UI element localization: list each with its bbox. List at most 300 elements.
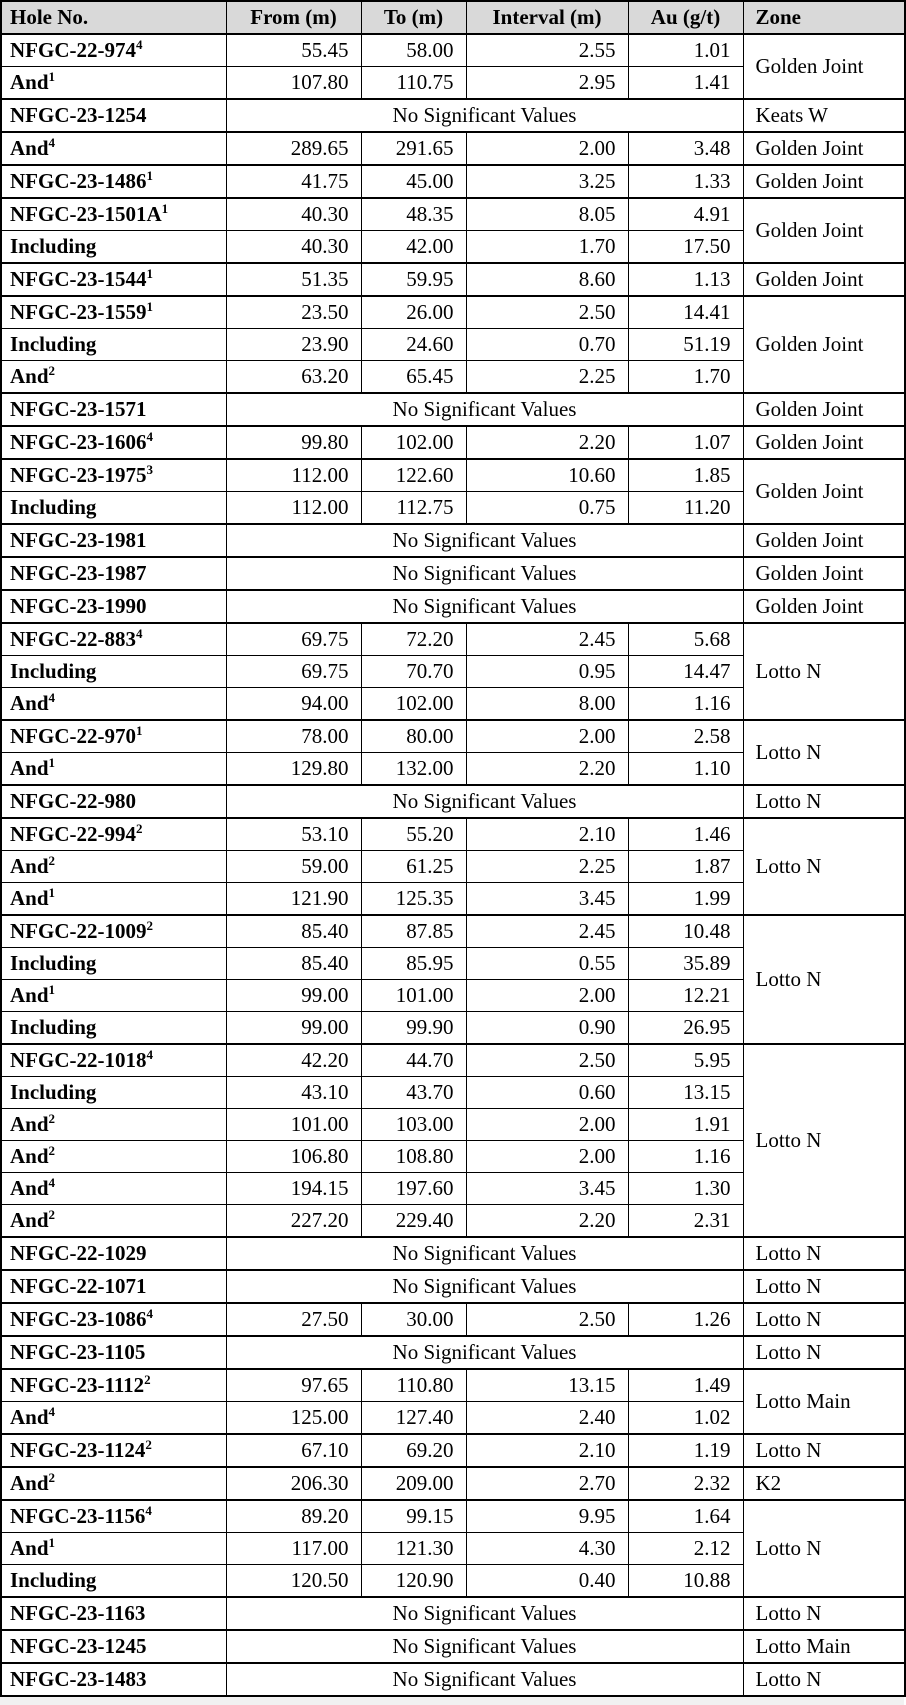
to-cell: 99.90: [361, 1012, 466, 1045]
hole-cell: NFGC-23-1990: [1, 590, 226, 623]
interval-cell: 4.30: [466, 1533, 628, 1565]
hole-cell: Including: [1, 492, 226, 525]
to-cell: 58.00: [361, 34, 466, 67]
to-cell: 99.15: [361, 1500, 466, 1533]
table-row: [1, 720, 905, 753]
from-cell: 89.20: [226, 1500, 361, 1533]
to-cell: 65.45: [361, 361, 466, 394]
au-cell: 2.58: [628, 720, 743, 753]
interval-cell: 2.00: [466, 720, 628, 753]
footnote-superscript: 1: [48, 982, 56, 997]
table-row: [1, 1237, 905, 1270]
footnote-superscript: 4: [48, 1175, 56, 1190]
from-cell: 42.20: [226, 1044, 361, 1077]
no-significant-values-cell: No Significant Values: [226, 785, 743, 818]
no-significant-values-cell: No Significant Values: [226, 1237, 743, 1270]
footnote-superscript: 2: [48, 363, 56, 378]
table-row: [1, 263, 905, 296]
zone-cell: Keats W: [743, 99, 905, 132]
hole-cell: NFGC-$22-970^1$: [1, 720, 226, 753]
header-row: [1, 1, 905, 34]
from-cell: 125.00: [226, 1402, 361, 1435]
zone-cell: Lotto N: [743, 1500, 905, 1597]
col-header-zone: Zone: [743, 1, 905, 34]
interval-cell: 2.00: [466, 980, 628, 1012]
zone-cell: Lotto N: [743, 1237, 905, 1270]
from-cell: 106.80: [226, 1141, 361, 1173]
interval-cell: 2.95: [466, 67, 628, 100]
to-cell: 102.00: [361, 426, 466, 459]
from-cell: 112.00: [226, 459, 361, 492]
hole-cell: And$^2$: [1, 1205, 226, 1238]
footnote-superscript: 3: [146, 462, 153, 477]
from-cell: 129.80: [226, 753, 361, 786]
interval-cell: 1.70: [466, 231, 628, 264]
from-cell: 23.50: [226, 296, 361, 329]
zone-cell: Lotto N: [743, 1434, 905, 1467]
hole-cell: NFGC-23-1987: [1, 557, 226, 590]
page-background-strip: [0, 1697, 904, 1705]
zone-cell: Lotto N: [743, 818, 905, 915]
interval-cell: 13.15: [466, 1369, 628, 1402]
footnote-superscript: 2: [48, 853, 56, 868]
table-row: [1, 426, 905, 459]
to-cell: 291.65: [361, 132, 466, 165]
interval-cell: 0.75: [466, 492, 628, 525]
au-cell: 11.20: [628, 492, 743, 525]
zone-cell: Golden Joint: [743, 524, 905, 557]
zone-cell: K2: [743, 1467, 905, 1500]
hole-cell: NFGC-23-1124$^2$: [1, 1434, 226, 1467]
interval-cell: 10.60: [466, 459, 628, 492]
from-cell: 41.75: [226, 165, 361, 198]
footnote-superscript: 4: [145, 1503, 152, 1518]
hole-cell: Including: [1, 1077, 226, 1109]
footnote-superscript: 1: [48, 885, 56, 900]
from-cell: 67.10: [226, 1434, 361, 1467]
from-cell: 121.90: [226, 883, 361, 916]
hole-cell: NFGC-23-1975$^3$: [1, 459, 226, 492]
au-cell: 51.19: [628, 329, 743, 361]
to-cell: 132.00: [361, 753, 466, 786]
au-cell: 1.26: [628, 1303, 743, 1336]
from-cell: 107.80: [226, 67, 361, 100]
au-cell: 10.48: [628, 915, 743, 948]
footnote-superscript: 4: [146, 429, 153, 444]
au-cell: 1.49: [628, 1369, 743, 1402]
footnote-superscript: 2: [48, 1207, 56, 1222]
au-cell: 1.87: [628, 851, 743, 883]
hole-cell: NFGC-23-1245: [1, 1630, 226, 1663]
interval-cell: 0.70: [466, 329, 628, 361]
to-cell: 209.00: [361, 1467, 466, 1500]
hole-cell: NFGC-22-1029: [1, 1237, 226, 1270]
table-row: [1, 1630, 905, 1663]
au-cell: 2.32: [628, 1467, 743, 1500]
hole-cell: Including: [1, 948, 226, 980]
au-cell: 5.95: [628, 1044, 743, 1077]
from-cell: 112.00: [226, 492, 361, 525]
footnote-superscript: 4: [48, 690, 56, 705]
hole-cell: NFGC-22-980: [1, 785, 226, 818]
to-cell: 30.00: [361, 1303, 466, 1336]
no-significant-values-cell: No Significant Values: [226, 1336, 743, 1369]
from-cell: 59.00: [226, 851, 361, 883]
no-significant-values-cell: No Significant Values: [226, 1597, 743, 1630]
hole-cell: And$^2$: [1, 1467, 226, 1500]
to-cell: 80.00: [361, 720, 466, 753]
au-cell: 1.41: [628, 67, 743, 100]
interval-cell: 8.05: [466, 198, 628, 231]
au-cell: 14.41: [628, 296, 743, 329]
zone-cell: Lotto N: [743, 1663, 905, 1696]
from-cell: 206.30: [226, 1467, 361, 1500]
interval-cell: 0.40: [466, 1565, 628, 1598]
interval-cell: 2.25: [466, 851, 628, 883]
no-significant-values-cell: No Significant Values: [226, 1630, 743, 1663]
zone-cell: Lotto N: [743, 720, 905, 785]
au-cell: 10.88: [628, 1565, 743, 1598]
zone-cell: Lotto Main: [743, 1630, 905, 1663]
table-row: [1, 459, 905, 492]
interval-cell: 8.60: [466, 263, 628, 296]
au-cell: 1.01: [628, 34, 743, 67]
hole-cell: NFGC-23-1483: [1, 1663, 226, 1696]
col-header-to: To (m): [361, 1, 466, 34]
zone-cell: Lotto N: [743, 785, 905, 818]
hole-cell: NFGC-$22-883^4$: [1, 623, 226, 656]
to-cell: 108.80: [361, 1141, 466, 1173]
zone-cell: Lotto N: [743, 1270, 905, 1303]
interval-cell: 8.00: [466, 688, 628, 721]
from-cell: 51.35: [226, 263, 361, 296]
assay-table-body: [1, 34, 905, 1696]
au-cell: 1.46: [628, 818, 743, 851]
to-cell: 127.40: [361, 1402, 466, 1435]
footnote-superscript: 1: [161, 201, 169, 216]
from-cell: 55.45: [226, 34, 361, 67]
au-cell: 1.16: [628, 688, 743, 721]
table-row: [1, 34, 905, 67]
footnote-superscript: 2: [145, 1437, 152, 1452]
interval-cell: 2.20: [466, 426, 628, 459]
to-cell: 44.70: [361, 1044, 466, 1077]
au-cell: 13.15: [628, 1077, 743, 1109]
hole-cell: And$^4$: [1, 132, 226, 165]
hole-cell: NFGC-$22-974^4$: [1, 34, 226, 67]
hole-cell: NFGC-23-1559$^1$: [1, 296, 226, 329]
footnote-superscript: 4: [146, 1306, 153, 1321]
to-cell: 229.40: [361, 1205, 466, 1238]
hole-cell: And$^1$: [1, 1533, 226, 1565]
table-row: [1, 1500, 905, 1533]
footnote-superscript: 4: [48, 135, 56, 150]
au-cell: 3.48: [628, 132, 743, 165]
hole-cell: And$^1$: [1, 753, 226, 786]
zone-cell: Golden Joint: [743, 34, 905, 99]
interval-cell: 2.00: [466, 132, 628, 165]
interval-cell: 0.90: [466, 1012, 628, 1045]
hole-cell: NFGC-23-1163: [1, 1597, 226, 1630]
from-cell: 43.10: [226, 1077, 361, 1109]
zone-cell: Golden Joint: [743, 165, 905, 198]
hole-cell: NFGC-23-1544$^1$: [1, 263, 226, 296]
interval-cell: 2.10: [466, 818, 628, 851]
no-significant-values-cell: No Significant Values: [226, 1663, 743, 1696]
au-cell: 14.47: [628, 656, 743, 688]
au-cell: 26.95: [628, 1012, 743, 1045]
to-cell: 59.95: [361, 263, 466, 296]
table-row: [1, 1663, 905, 1696]
footnote-superscript: 2: [48, 1111, 56, 1126]
from-cell: 78.00: [226, 720, 361, 753]
col-header-interval: Interval (m): [466, 1, 628, 34]
interval-cell: 0.60: [466, 1077, 628, 1109]
to-cell: 61.25: [361, 851, 466, 883]
interval-cell: 2.00: [466, 1109, 628, 1141]
footnote-superscript: 2: [48, 1470, 56, 1485]
table-row: [1, 557, 905, 590]
hole-cell: And$^2$: [1, 1141, 226, 1173]
zone-cell: Golden Joint: [743, 426, 905, 459]
hole-cell: And$^4$: [1, 1402, 226, 1435]
to-cell: 55.20: [361, 818, 466, 851]
zone-cell: Lotto Main: [743, 1369, 905, 1434]
to-cell: 87.85: [361, 915, 466, 948]
zone-cell: Lotto N: [743, 1597, 905, 1630]
no-significant-values-cell: No Significant Values: [226, 99, 743, 132]
from-cell: 40.30: [226, 231, 361, 264]
table-row: [1, 623, 905, 656]
interval-cell: 0.95: [466, 656, 628, 688]
no-significant-values-cell: No Significant Values: [226, 1270, 743, 1303]
from-cell: 227.20: [226, 1205, 361, 1238]
to-cell: 26.00: [361, 296, 466, 329]
hole-cell: And$^2$: [1, 1109, 226, 1141]
zone-cell: Golden Joint: [743, 132, 905, 165]
hole-cell: And$^1$: [1, 67, 226, 100]
interval-cell: 2.50: [466, 1044, 628, 1077]
zone-cell: Golden Joint: [743, 557, 905, 590]
interval-cell: 2.45: [466, 915, 628, 948]
to-cell: 70.70: [361, 656, 466, 688]
to-cell: 120.90: [361, 1565, 466, 1598]
no-significant-values-cell: No Significant Values: [226, 393, 743, 426]
footnote-superscript: 2: [144, 1372, 151, 1387]
hole-cell: Including: [1, 1012, 226, 1045]
to-cell: 42.00: [361, 231, 466, 264]
au-cell: 1.33: [628, 165, 743, 198]
hole-cell: And$^2$: [1, 361, 226, 394]
au-cell: 1.13: [628, 263, 743, 296]
no-significant-values-cell: No Significant Values: [226, 524, 743, 557]
au-cell: 4.91: [628, 198, 743, 231]
table-row: [1, 1270, 905, 1303]
zone-cell: Golden Joint: [743, 590, 905, 623]
zone-cell: Lotto N: [743, 623, 905, 720]
interval-cell: 3.45: [466, 883, 628, 916]
from-cell: 117.00: [226, 1533, 361, 1565]
zone-cell: Lotto N: [743, 1336, 905, 1369]
interval-cell: 3.25: [466, 165, 628, 198]
hole-cell: NFGC-$23-1501A^1$: [1, 198, 226, 231]
au-cell: 17.50: [628, 231, 743, 264]
col-header-au: Au (g/t): [628, 1, 743, 34]
hole-cell: NFGC-23-1486$^1$: [1, 165, 226, 198]
col-header-hole-no: Hole No.: [1, 1, 226, 34]
zone-cell: Golden Joint: [743, 263, 905, 296]
hole-cell: And$^4$: [1, 688, 226, 721]
hole-cell: NFGC-23-1254: [1, 99, 226, 132]
table-row: [1, 1467, 905, 1500]
footnote-superscript: 1: [135, 723, 143, 738]
from-cell: 94.00: [226, 688, 361, 721]
to-cell: 110.80: [361, 1369, 466, 1402]
footnote-superscript: 1: [146, 299, 153, 314]
interval-cell: 2.45: [466, 623, 628, 656]
to-cell: 112.75: [361, 492, 466, 525]
to-cell: 24.60: [361, 329, 466, 361]
zone-cell: Lotto N: [743, 915, 905, 1044]
au-cell: 12.21: [628, 980, 743, 1012]
table-row: [1, 915, 905, 948]
hole-cell: NFGC-22-1009$^2$: [1, 915, 226, 948]
to-cell: 121.30: [361, 1533, 466, 1565]
au-cell: 5.68: [628, 623, 743, 656]
zone-cell: Golden Joint: [743, 393, 905, 426]
to-cell: 101.00: [361, 980, 466, 1012]
zone-cell: Golden Joint: [743, 198, 905, 263]
to-cell: 69.20: [361, 1434, 466, 1467]
interval-cell: 2.50: [466, 296, 628, 329]
from-cell: 99.00: [226, 1012, 361, 1045]
hole-cell: And$^2$: [1, 851, 226, 883]
to-cell: 110.75: [361, 67, 466, 100]
from-cell: 99.00: [226, 980, 361, 1012]
interval-cell: 2.40: [466, 1402, 628, 1435]
table-row: [1, 1336, 905, 1369]
from-cell: 289.65: [226, 132, 361, 165]
table-row: [1, 1597, 905, 1630]
table-row: [1, 1044, 905, 1077]
au-cell: 1.10: [628, 753, 743, 786]
interval-cell: 2.20: [466, 753, 628, 786]
hole-cell: Including: [1, 1565, 226, 1598]
to-cell: 48.35: [361, 198, 466, 231]
au-cell: 1.16: [628, 1141, 743, 1173]
table-row: [1, 165, 905, 198]
to-cell: 43.70: [361, 1077, 466, 1109]
interval-cell: 3.45: [466, 1173, 628, 1205]
to-cell: 125.35: [361, 883, 466, 916]
hole-cell: NFGC-23-1112$^2$: [1, 1369, 226, 1402]
au-cell: 2.12: [628, 1533, 743, 1565]
footnote-superscript: 2: [48, 1143, 56, 1158]
from-cell: 97.65: [226, 1369, 361, 1402]
hole-cell: NFGC-23-1105: [1, 1336, 226, 1369]
from-cell: 101.00: [226, 1109, 361, 1141]
hole-cell: NFGC-23-1086$^4$: [1, 1303, 226, 1336]
from-cell: 99.80: [226, 426, 361, 459]
footnote-superscript: 2: [135, 821, 143, 836]
to-cell: 122.60: [361, 459, 466, 492]
table-row: [1, 132, 905, 165]
interval-cell: 2.20: [466, 1205, 628, 1238]
footnote-superscript: 2: [146, 918, 153, 933]
footnote-superscript: 4: [135, 37, 143, 52]
footnote-superscript: 1: [48, 69, 56, 84]
interval-cell: 2.55: [466, 34, 628, 67]
interval-cell: 2.25: [466, 361, 628, 394]
from-cell: 194.15: [226, 1173, 361, 1205]
from-cell: 85.40: [226, 915, 361, 948]
to-cell: 102.00: [361, 688, 466, 721]
table-row: [1, 99, 905, 132]
au-cell: 1.70: [628, 361, 743, 394]
hole-cell: Including: [1, 231, 226, 264]
table-row: [1, 590, 905, 623]
hole-cell: NFGC-23-1571: [1, 393, 226, 426]
au-cell: 1.64: [628, 1500, 743, 1533]
from-cell: 53.10: [226, 818, 361, 851]
footnote-superscript: 1: [146, 266, 153, 281]
zone-cell: Lotto N: [743, 1303, 905, 1336]
hole-cell: Including: [1, 656, 226, 688]
footnote-superscript: 4: [48, 1404, 56, 1419]
from-cell: 69.75: [226, 623, 361, 656]
interval-cell: 2.50: [466, 1303, 628, 1336]
zone-cell: Golden Joint: [743, 296, 905, 393]
to-cell: 197.60: [361, 1173, 466, 1205]
hole-cell: NFGC-22-1018$^4$: [1, 1044, 226, 1077]
from-cell: 69.75: [226, 656, 361, 688]
table-row: [1, 296, 905, 329]
interval-cell: 0.55: [466, 948, 628, 980]
table-row: [1, 818, 905, 851]
zone-cell: Golden Joint: [743, 459, 905, 524]
zone-cell: Lotto N: [743, 1044, 905, 1237]
footnote-superscript: 1: [48, 1535, 56, 1550]
col-header-from: From (m): [226, 1, 361, 34]
footnote-superscript: 4: [135, 626, 143, 641]
footnote-superscript: 1: [146, 168, 153, 183]
au-cell: 1.91: [628, 1109, 743, 1141]
no-significant-values-cell: No Significant Values: [226, 590, 743, 623]
au-cell: 1.07: [628, 426, 743, 459]
hole-cell: Including: [1, 329, 226, 361]
au-cell: 1.19: [628, 1434, 743, 1467]
from-cell: 85.40: [226, 948, 361, 980]
hole-cell: NFGC-$22-994^2$: [1, 818, 226, 851]
hole-cell: NFGC-22-1071: [1, 1270, 226, 1303]
footnote-superscript: 1: [48, 755, 56, 770]
table-row: [1, 198, 905, 231]
from-cell: 23.90: [226, 329, 361, 361]
hole-cell: And$^1$: [1, 980, 226, 1012]
interval-cell: 9.95: [466, 1500, 628, 1533]
hole-cell: NFGC-23-1981: [1, 524, 226, 557]
to-cell: 85.95: [361, 948, 466, 980]
interval-cell: 2.00: [466, 1141, 628, 1173]
no-significant-values-cell: No Significant Values: [226, 557, 743, 590]
from-cell: 120.50: [226, 1565, 361, 1598]
to-cell: 103.00: [361, 1109, 466, 1141]
interval-cell: 2.10: [466, 1434, 628, 1467]
au-cell: 1.99: [628, 883, 743, 916]
from-cell: 27.50: [226, 1303, 361, 1336]
interval-cell: 2.70: [466, 1467, 628, 1500]
table-row: [1, 1369, 905, 1402]
